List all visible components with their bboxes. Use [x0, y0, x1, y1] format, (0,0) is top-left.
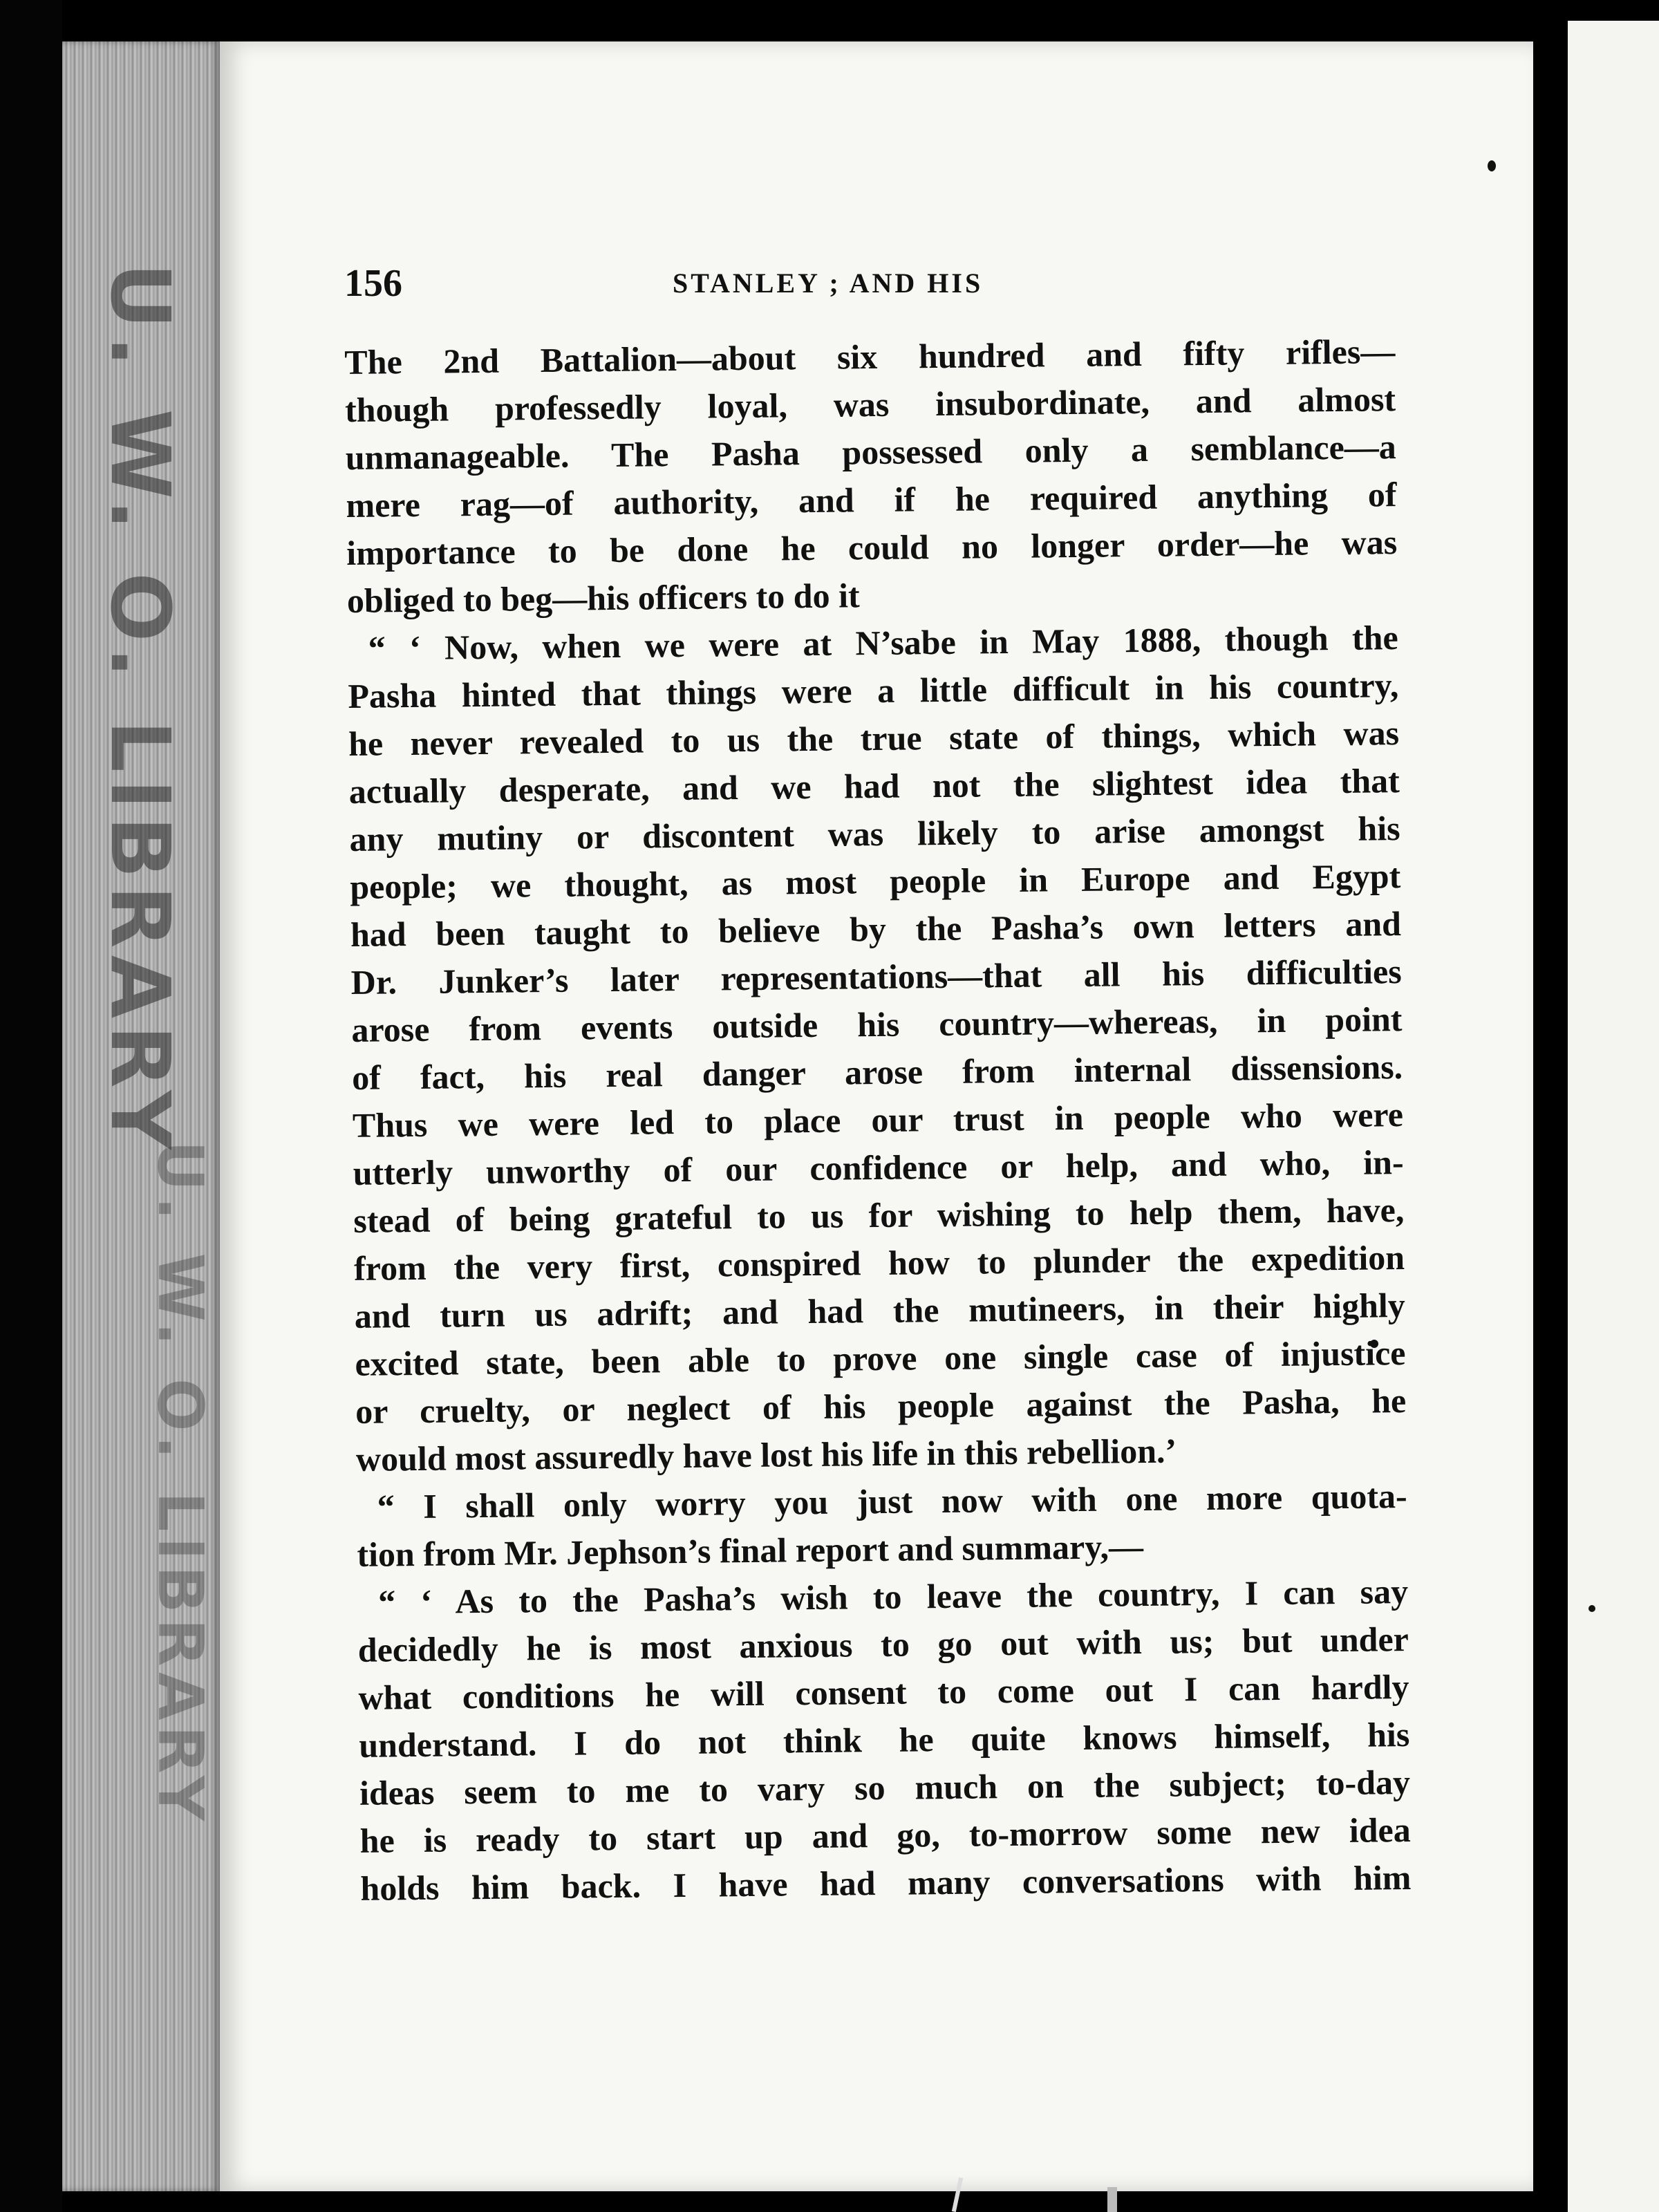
ink-speck: [1588, 1605, 1595, 1612]
text-line: he is ready to start up and go, to-morrow some new idea: [359, 1810, 1411, 1860]
page-gutter: [1533, 0, 1568, 2212]
text-line: tion from Mr. Jephson’s final report and summary,—: [357, 1526, 1144, 1574]
text-line: Pasha hinted that things were a little difficult in his country,: [348, 666, 1399, 715]
text-line: The 2nd Battalion—about six hundred and fifty rifles—: [344, 332, 1396, 382]
text-line: “ ‘ Now, when we were at N’sabe in May 1888, though the: [368, 618, 1398, 668]
text-line: Dr. Junker’s later representations—that all his difficulties: [350, 952, 1402, 1002]
text-line: people; we thought, as most people in Europe and Egypt: [350, 856, 1401, 906]
text-line: arose from events outside his country—whereas, in point: [351, 1000, 1403, 1049]
text-line: actually desperate, and we had not the slightest idea that: [348, 761, 1400, 811]
text-line: of fact, his real danger arose from internal dissensions.: [351, 1047, 1403, 1097]
running-title: STANLEY ; AND HIS: [673, 268, 984, 299]
text-line: obliged to beg—his officers to do it: [346, 576, 860, 620]
page-number: 156: [344, 262, 402, 305]
text-line: excited state, been able to prove one single case of injustice: [355, 1333, 1406, 1383]
ink-speck: [1488, 160, 1496, 171]
scan-left-border: [0, 0, 62, 2212]
text-line: had been taught to believe by the Pasha’s own letters and: [350, 904, 1402, 954]
text-line: would most assuredly have lost his life in this rebellion.’: [355, 1431, 1177, 1479]
adjacent-page-edge: [1568, 21, 1659, 2212]
text-line: utterly unworthy of our confidence or help, and who, in-: [353, 1143, 1404, 1192]
text-line: what conditions he will consent to come out I can hardly: [358, 1667, 1409, 1717]
text-line: understand. I do not think he quite knows himself, his: [359, 1714, 1410, 1765]
text-line: or cruelty, or neglect of his people against the Pasha, he: [355, 1380, 1407, 1431]
text-line: decidedly he is most anxious to go out with us; but under: [357, 1619, 1409, 1669]
text-line: “ I shall only worry you just now with one more quota-: [377, 1476, 1407, 1526]
text-line: “ ‘ As to the Pasha’s wish to leave the country, I can say: [377, 1571, 1409, 1622]
text-line: importance to be done he could no longer order—he was: [346, 523, 1398, 572]
text-line: mere rag—of authority, and if he required anything of: [346, 475, 1397, 525]
text-line: unmanageable. The Pasha possessed only a semblance—a: [345, 427, 1397, 477]
text-line: he never revealed to us the true state of things, which was: [348, 713, 1400, 763]
text-line: from the very first, conspired how to plunder the expedition: [353, 1238, 1405, 1288]
page-header: [344, 261, 1381, 310]
spine-library-stamp-faint: U. W. O. LIBRARY: [144, 1141, 216, 1827]
text-line: stead of being grateful to us for wishing to help them, have,: [353, 1190, 1405, 1240]
text-line: holds him back. I have had many conversations with him: [360, 1857, 1412, 1908]
text-line: ideas seem to me to vary so much on the subject; to-day: [359, 1762, 1411, 1812]
text-line: any mutiny or discontent was likely to arise amongst his: [349, 809, 1400, 859]
text-line: though professedly loyal, was insubordinate, and almost: [344, 379, 1396, 429]
text-line: and turn us adrift; and had the mutineers, in their highly: [354, 1286, 1406, 1335]
spine-library-stamp: U. W. O. LIBRARY: [93, 263, 188, 1156]
bottom-scan-mark: [1107, 2187, 1117, 2212]
text-line: Thus we were led to place our trust in people who were: [352, 1095, 1404, 1145]
body-text: [344, 328, 1412, 1913]
